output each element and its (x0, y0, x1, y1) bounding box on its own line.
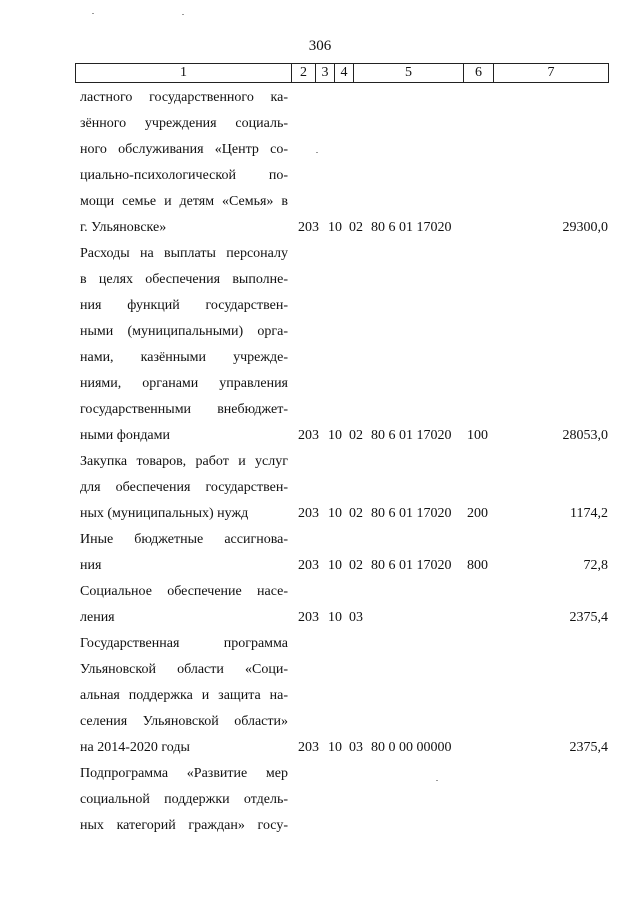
row-amount: 28053,0 (562, 428, 608, 443)
row-description-line: зённого учреждения социаль- (80, 116, 288, 131)
scan-speck (316, 152, 318, 153)
row-description-line: мощи семье и детям «Семья» в (80, 194, 288, 209)
row-code-c5: 80 0 00 00000 (371, 740, 452, 755)
row-description-line: Ульяновской области «Соци- (80, 662, 288, 677)
row-code-c3: 10 (328, 506, 342, 521)
page-number: 306 (308, 38, 332, 54)
row-code-c5: 80 6 01 17020 (371, 428, 452, 443)
header-col-1: 1 (76, 64, 292, 82)
row-description-line: селения Ульяновской области» (80, 714, 288, 729)
row-description-line: ния (80, 558, 102, 573)
row-code-c3: 10 (328, 610, 342, 625)
row-description-line: альная поддержка и защита на- (80, 688, 288, 703)
row-code-c4: 03 (349, 740, 363, 755)
row-code-c4: 03 (349, 610, 363, 625)
row-description-line: ниями, органами управления (80, 376, 288, 391)
row-code-c3: 10 (328, 558, 342, 573)
row-description-line: в целях обеспечения выполне- (80, 272, 288, 287)
header-col-7: 7 (547, 65, 555, 80)
header-col-4: 4 (335, 64, 354, 82)
scan-speck (92, 13, 94, 14)
row-code-c4: 02 (349, 558, 363, 573)
row-description-line: для обеспечения государствен- (80, 480, 288, 495)
row-description-line: Подпрограмма «Развитие мер (80, 766, 288, 781)
row-description-line: Государственная программа (80, 636, 288, 651)
row-description-line: ного обслуживания «Центр со- (80, 142, 288, 157)
row-description-line: ния функций государствен- (80, 298, 288, 313)
row-description-line: на 2014-2020 годы (80, 740, 190, 755)
row-code-c2: 203 (298, 506, 319, 521)
table-header-row (75, 63, 609, 83)
row-description-line: г. Ульяновске» (80, 220, 167, 235)
row-description-line: Расходы на выплаты персоналу (80, 246, 288, 261)
row-code-c5: 80 6 01 17020 (371, 220, 452, 235)
header-col-6: 6 (464, 64, 494, 82)
row-code-c4: 02 (349, 506, 363, 521)
row-code-c6: 800 (467, 558, 488, 573)
row-code-c2: 203 (298, 558, 319, 573)
row-code-c3: 10 (328, 220, 342, 235)
row-code-c6: 100 (467, 428, 488, 443)
row-code-c3: 10 (328, 740, 342, 755)
row-description-line: Социальное обеспечение насе- (80, 584, 288, 599)
row-description-line: ными (муниципальными) орга- (80, 324, 288, 339)
row-code-c4: 02 (349, 428, 363, 443)
row-description-line: Иные бюджетные ассигнова- (80, 532, 288, 547)
row-amount: 29300,0 (562, 220, 608, 235)
row-amount: 2375,4 (569, 610, 608, 625)
row-code-c2: 203 (298, 740, 319, 755)
row-amount: 1174,2 (570, 506, 608, 521)
header-col-2: 2 (292, 64, 316, 82)
header-col-5: 5 (354, 64, 464, 82)
row-code-c6: 200 (467, 506, 488, 521)
row-amount: 2375,4 (569, 740, 608, 755)
row-description-line: ления (80, 610, 115, 625)
row-amount: 72,8 (583, 558, 608, 573)
row-code-c2: 203 (298, 428, 319, 443)
row-description-line: ными фондами (80, 428, 171, 443)
row-description-line: нами, казёнными учрежде- (80, 350, 288, 365)
row-description-line: циально-психологической по- (80, 168, 288, 183)
row-code-c4: 02 (349, 220, 363, 235)
row-description-line: Закупка товаров, работ и услуг (80, 454, 288, 469)
scan-speck (436, 780, 438, 781)
row-code-c5: 80 6 01 17020 (371, 506, 452, 521)
row-description-line: государственными внебюджет- (80, 402, 288, 417)
row-description-line: ных категорий граждан» госу- (80, 818, 288, 833)
row-code-c3: 10 (328, 428, 342, 443)
row-code-c5: 80 6 01 17020 (371, 558, 452, 573)
row-description-line: ластного государственного ка- (80, 90, 288, 105)
row-code-c2: 203 (298, 610, 319, 625)
scan-speck (182, 14, 184, 15)
row-description-line: ных (муниципальных) нужд (80, 506, 249, 521)
row-code-c2: 203 (298, 220, 319, 235)
row-description-line: социальной поддержки отдель- (80, 792, 288, 807)
header-col-3: 3 (316, 64, 335, 82)
